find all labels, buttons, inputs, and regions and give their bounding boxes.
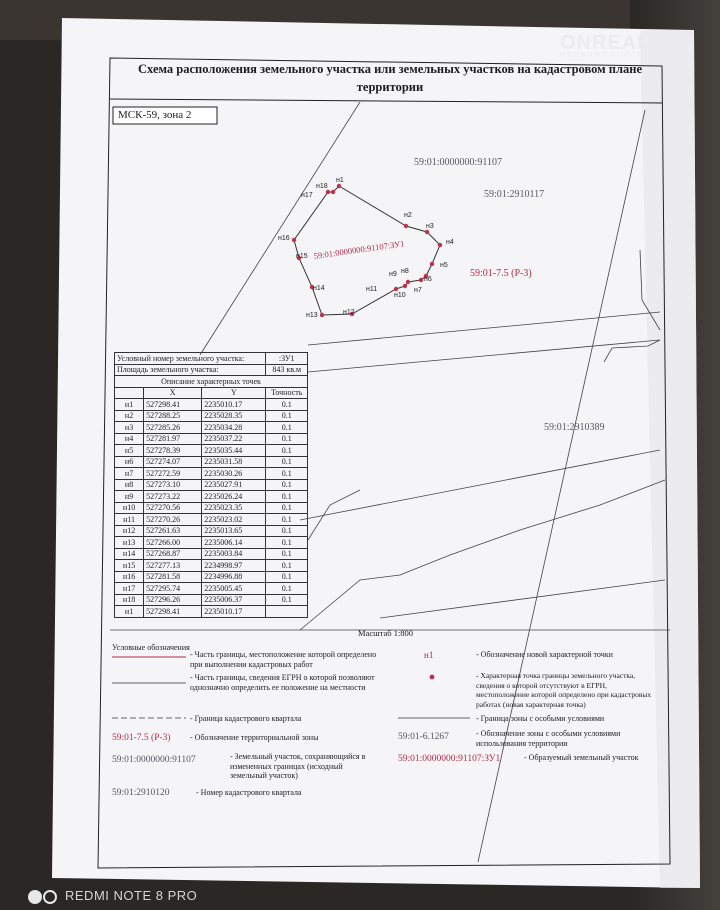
x-cell: 527277.13 [144, 560, 202, 572]
precision-cell: 0.1 [266, 525, 308, 537]
watermark-sub: НЕДВИЖИМОСТЬ [560, 52, 645, 59]
table-row [115, 525, 308, 537]
precision-cell: 0.1 [266, 571, 308, 583]
label-parcel-main: 59:01:0000000:91107 [414, 157, 502, 168]
point-name-cell: н12 [115, 525, 144, 537]
table-row [115, 376, 308, 388]
x-cell: 527285.26 [144, 422, 202, 434]
point-label: н10 [394, 292, 406, 299]
y-cell: 2235037.22 [202, 433, 266, 445]
precision-cell: 0.1 [266, 445, 308, 457]
precision-cell [266, 606, 308, 618]
precision-cell: 0.1 [266, 548, 308, 560]
point-label: н2 [404, 212, 412, 219]
table-row [115, 364, 308, 376]
table-row [115, 548, 308, 560]
point-name-cell: н8 [115, 479, 144, 491]
point-name-cell: н15 [115, 560, 144, 572]
y-cell: 2235010.17 [202, 399, 266, 411]
x-cell: 527270.56 [144, 502, 202, 514]
point-name-cell: н5 [115, 445, 144, 457]
point-label: н8 [401, 268, 409, 275]
legend-boundary-egrn: - Часть границы, сведения ЕГРН о которой позволяют однозначно определить ее положение на местности [190, 673, 375, 692]
table-row [115, 468, 308, 480]
table-row [115, 606, 308, 618]
x-cell: 527288.25 [144, 410, 202, 422]
point-label: н12 [343, 309, 355, 316]
point-label: н1 [336, 177, 344, 184]
precision-cell: 0.1 [266, 514, 308, 526]
x-cell: 527298.41 [144, 399, 202, 411]
area-id-value: :ЗУ1 [266, 353, 308, 365]
point-name-cell: н1 [115, 399, 144, 411]
table-row [115, 445, 308, 457]
legend-new-point-code: н1 [424, 650, 434, 660]
watermark [560, 32, 650, 59]
table-row [115, 583, 308, 595]
precision-cell: 0.1 [266, 594, 308, 606]
column-header [115, 387, 144, 399]
scale-label: Масштаб 1:800 [358, 628, 414, 638]
y-cell: 2235005.45 [202, 583, 266, 595]
y-cell: 2235026.24 [202, 491, 266, 503]
point-label: н16 [278, 235, 290, 242]
legend-parcel-code: 59:01:0000000:91107 [112, 755, 196, 765]
point-name-cell: н17 [115, 583, 144, 595]
point-name-cell: н2 [115, 410, 144, 422]
point-name-cell: н6 [115, 456, 144, 468]
point-label: н17 [301, 192, 313, 199]
y-cell: 2235023.02 [202, 514, 266, 526]
x-cell: 527272.59 [144, 468, 202, 480]
precision-cell: 0.1 [266, 479, 308, 491]
y-cell: 2235006.14 [202, 537, 266, 549]
point-name-cell: н14 [115, 548, 144, 560]
table-row [115, 479, 308, 491]
y-cell: 2235006.37 [202, 594, 266, 606]
table-row [115, 410, 308, 422]
label-quarter-2: 59:01:2910389 [544, 422, 605, 433]
table-row [115, 514, 308, 526]
table-row [115, 571, 308, 583]
point-name-cell: н18 [115, 594, 144, 606]
x-cell: 527270.26 [144, 514, 202, 526]
label-new-parcel: 59:01:0000000:91107:ЗУ1 [313, 238, 405, 261]
precision-cell: 0.1 [266, 502, 308, 514]
y-cell: 2235028.35 [202, 410, 266, 422]
x-cell: 527298.41 [144, 606, 202, 618]
column-header: Точность [266, 387, 308, 399]
x-cell: 527268.87 [144, 548, 202, 560]
legend-title: Условные обозначения [112, 643, 190, 652]
y-cell: 2234998.97 [202, 560, 266, 572]
area-size-label: Площадь земельного участка: [115, 364, 266, 376]
x-cell: 527278.39 [144, 445, 202, 457]
x-cell: 527273.10 [144, 479, 202, 491]
precision-cell: 0.1 [266, 583, 308, 595]
x-cell: 527274.07 [144, 456, 202, 468]
legend-new-parcel-code: 59:01:0000000:91107:ЗУ1 [398, 754, 501, 764]
x-cell: 527273.22 [144, 491, 202, 503]
point-label: н15 [296, 253, 308, 260]
legend-zone-text: - Обозначение территориальной зоны [190, 733, 319, 742]
camera-model: REDMI NOTE 8 PRO [65, 888, 198, 903]
label-zone: 59:01-7.5 (Р-3) [470, 268, 532, 279]
point-label: н11 [366, 286, 378, 293]
table-row [115, 491, 308, 503]
y-cell: 2235027.91 [202, 479, 266, 491]
point-name-cell: н13 [115, 537, 144, 549]
point-name-cell: н7 [115, 468, 144, 480]
y-cell: 2234996.88 [202, 571, 266, 583]
precision-cell: 0.1 [266, 560, 308, 572]
point-name-cell: н11 [115, 514, 144, 526]
point-name-cell: н4 [115, 433, 144, 445]
table-row [115, 456, 308, 468]
point-name-cell: н9 [115, 491, 144, 503]
point-label: н13 [306, 312, 318, 319]
crs-label: МСК-59, зона 2 [118, 109, 192, 121]
precision-cell: 0.1 [266, 491, 308, 503]
x-cell: 527266.00 [144, 537, 202, 549]
legend-new-point-text: - Обозначение новой характерной точки [476, 650, 613, 659]
point-name-cell: н10 [115, 502, 144, 514]
precision-cell: 0.1 [266, 537, 308, 549]
point-label: н4 [446, 239, 454, 246]
legend-quarter-boundary: - Граница кадастрового квартала [190, 714, 302, 723]
column-header: X [144, 387, 202, 399]
point-label: н6 [424, 276, 432, 283]
table-row [115, 433, 308, 445]
area-id-label: Условный номер земельного участка: [115, 353, 266, 365]
legend-special-zone-code-text: - Обозначение зоны с особыми условиями использования территории [476, 729, 621, 748]
coordinates-table [114, 352, 308, 618]
point-label: н18 [316, 183, 328, 190]
x-cell: 527281.58 [144, 571, 202, 583]
point-label: н3 [426, 223, 434, 230]
x-cell: 527296.26 [144, 594, 202, 606]
point-label: н14 [313, 285, 325, 292]
legend-char-point-text: - Характерная точка границы земельного участка, сведения о которой отсутствуют в ЕГРН, местоположение которой определено при кадастровых работах (новая характерная точка) [476, 671, 652, 709]
table-row [115, 560, 308, 572]
point-name-cell: н16 [115, 571, 144, 583]
table-row [115, 353, 308, 365]
x-cell: 527281.97 [144, 433, 202, 445]
section-header: Описание характерных точек [115, 376, 308, 388]
camera-ring-icon [43, 890, 57, 904]
y-cell: 2235003.84 [202, 548, 266, 560]
watermark-brand: ONREAL [560, 32, 651, 54]
legend-special-zone-code: 59:01-6.1267 [398, 732, 449, 742]
label-quarter-1: 59:01:2910117 [484, 189, 545, 200]
precision-cell: 0.1 [266, 410, 308, 422]
camera-caption [28, 888, 197, 904]
table-row [115, 399, 308, 411]
y-cell: 2235031.58 [202, 456, 266, 468]
table-row [115, 537, 308, 549]
table-row [115, 422, 308, 434]
area-size-value: 843 кв.м [266, 364, 308, 376]
point-label: н5 [440, 262, 448, 269]
legend-zone-code: 59:01-7.5 (Р-3) [112, 733, 171, 743]
point-label: н9 [389, 271, 397, 278]
point-name-cell: н3 [115, 422, 144, 434]
point-label: н7 [414, 287, 422, 294]
y-cell: 2235013.65 [202, 525, 266, 537]
legend-boundary-defined: - Часть границы, местоположение которой определено при выполнении кадастровых работ [190, 650, 377, 669]
precision-cell: 0.1 [266, 456, 308, 468]
table-row [115, 502, 308, 514]
camera-dot-icon [28, 890, 42, 904]
y-cell: 2235030.26 [202, 468, 266, 480]
point-name-cell: н1 [115, 606, 144, 618]
y-cell: 2235034.28 [202, 422, 266, 434]
table-row [115, 594, 308, 606]
precision-cell: 0.1 [266, 433, 308, 445]
legend-new-parcel-text: - Образуемый земельный участок [524, 753, 639, 762]
y-cell: 2235035.44 [202, 445, 266, 457]
y-cell: 2235010.17 [202, 606, 266, 618]
legend-special-zone-text: - Граница зоны с особыми условиями [476, 714, 605, 723]
page-title: Схема расположения земельного участка или земельных участков на кадастровом плане территории [137, 62, 643, 94]
precision-cell: 0.1 [266, 422, 308, 434]
x-cell: 527295.74 [144, 583, 202, 595]
legend-quarter-text: - Номер кадастрового квартала [196, 788, 302, 797]
legend-parcel-text: - Земельный участок, сохраняющийся в измененных границах (исходный земельный участок) [230, 752, 366, 780]
legend-quarter-code: 59:01:2910120 [112, 788, 170, 798]
precision-cell: 0.1 [266, 399, 308, 411]
column-header: Y [202, 387, 266, 399]
table-header-row [115, 387, 308, 399]
precision-cell: 0.1 [266, 468, 308, 480]
x-cell: 527261.63 [144, 525, 202, 537]
y-cell: 2235023.35 [202, 502, 266, 514]
